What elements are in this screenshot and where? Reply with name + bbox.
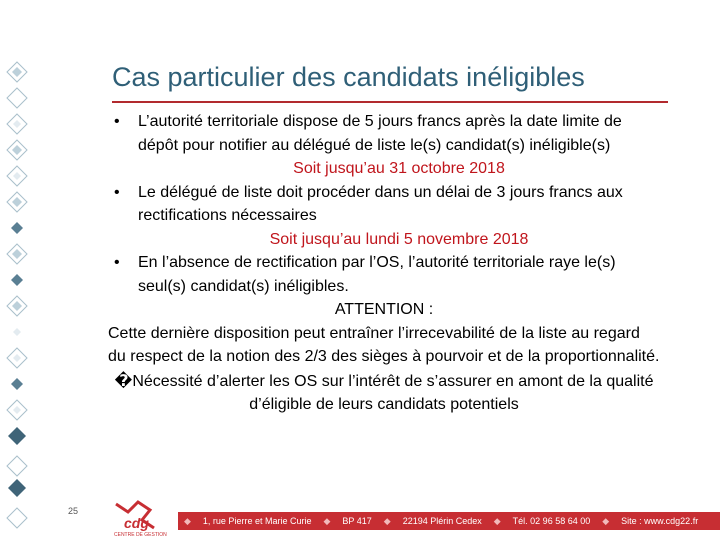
footer-phone: Tél. 02 96 58 64 00 xyxy=(512,516,591,526)
slide-content xyxy=(108,110,660,417)
bullet-item xyxy=(108,251,660,298)
logo-text: cdg xyxy=(124,515,149,531)
footer-contact-bar xyxy=(178,512,720,530)
arrow-symbol-icon: � xyxy=(114,370,133,390)
bullet-dot-icon: • xyxy=(114,183,120,201)
necessity-paragraph xyxy=(108,369,660,417)
footer-address: 1, rue Pierre et Marie Curie xyxy=(202,516,312,526)
bullet-dot-icon: • xyxy=(114,254,120,271)
separator-icon: ◆ xyxy=(493,516,501,526)
bullet-item xyxy=(108,181,660,252)
attention-paragraph: Cette dernière disposition peut entraîner l’irrecevabilité de la liste au regard du respect de la notion des 2/3 des sièges à pourvoir et de la proportionnalité. xyxy=(108,324,660,365)
deadline-text: Soit jusqu’au 31 octobre 2018 xyxy=(293,160,505,177)
title-underline xyxy=(112,101,668,103)
bullet-item xyxy=(108,110,660,181)
bullet-text: Le délégué de liste doit procéder dans un délai de 3 jours francs aux rectifications nécessaires xyxy=(138,183,623,224)
separator-icon: ◆ xyxy=(184,516,191,526)
bullet-text: En l’absence de rectification par l’OS, l’autorité territoriale raye le(s) seul(s) candidat(s) inéligibles. xyxy=(138,254,616,295)
footer-bp: BP 417 xyxy=(342,516,372,526)
separator-icon: ◆ xyxy=(323,516,331,526)
footer-city: 22194 Plérin Cedex xyxy=(402,516,482,526)
separator-icon: ◆ xyxy=(602,516,610,526)
decorative-diamond-chain xyxy=(0,0,34,540)
slide-title: Cas particulier des candidats inéligibles xyxy=(112,62,585,92)
cdg-logo-icon xyxy=(112,498,167,538)
bullet-text: L’autorité territoriale dispose de 5 jours francs après la date limite de dépôt pour notifier au délégué de liste le(s) candidat(s) inéligible(s) xyxy=(138,113,622,154)
footer xyxy=(112,498,720,540)
logo-subtext: CENTRE DE GESTION xyxy=(114,532,167,538)
bullet-dot-icon: • xyxy=(114,113,120,130)
deadline-text: Soit jusqu’au lundi 5 novembre 2018 xyxy=(269,230,529,248)
necessity-text: Nécessité d’alerter les OS sur l’intérêt de s’assurer en amont de la qualité d’éligible de leurs candidats potentiels xyxy=(132,372,654,413)
page-number: 25 xyxy=(68,506,79,516)
footer-site: Site : www.cdg22.fr xyxy=(621,516,699,526)
attention-label: ATTENTION : xyxy=(334,301,434,318)
separator-icon: ◆ xyxy=(383,516,391,526)
